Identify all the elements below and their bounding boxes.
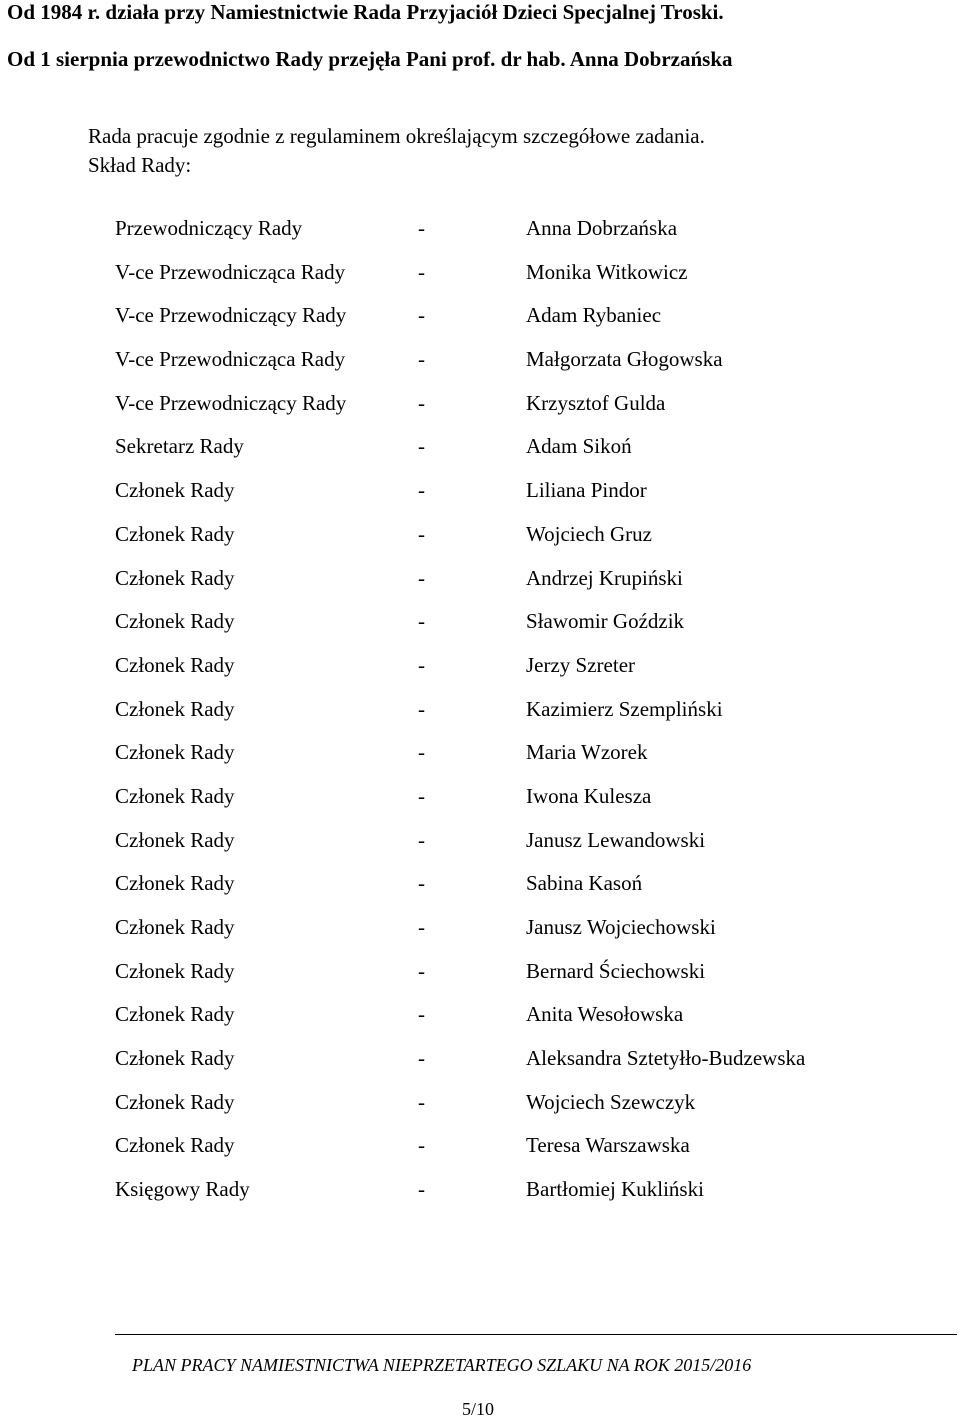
separator-dash: -: [418, 609, 425, 634]
roster-row: [115, 1090, 875, 1134]
roster-row: [115, 1133, 875, 1177]
member-name: Janusz Wojciechowski: [526, 915, 716, 939]
separator-dash: -: [418, 827, 425, 852]
roster-row: [115, 1177, 875, 1221]
member-name: Jerzy Szreter: [526, 652, 636, 677]
separator-dash: -: [418, 478, 425, 503]
header-line-1: Od 1984 r. działa przy Namiestnictwie Rada Przyjaciół Dzieci Specjalnej Troski.: [7, 0, 724, 24]
separator-dash: -: [418, 303, 425, 328]
separator-dash: -: [418, 259, 425, 284]
member-name: Małgorzata Głogowska: [526, 347, 723, 372]
member-role: Członek Rady: [115, 871, 235, 896]
member-role: Członek Rady: [115, 565, 235, 590]
member-name: Monika Witkowicz: [526, 259, 688, 284]
member-role: Członek Rady: [115, 827, 235, 852]
separator-dash: -: [418, 347, 425, 372]
roster-row: [115, 260, 875, 304]
member-name: Maria Wzorek: [526, 740, 648, 765]
member-role: V-ce Przewodnicząca Rady: [115, 347, 346, 372]
separator-dash: -: [418, 1089, 425, 1114]
member-name: Kazimierz Szempliński: [526, 696, 723, 721]
member-name: Wojciech Gruz: [526, 521, 652, 546]
member-role: Członek Rady: [115, 915, 235, 939]
member-role: V-ce Przewodnicząca Rady: [115, 259, 346, 284]
member-name: Bernard Ściechowski: [526, 958, 706, 983]
member-role: Członek Rady: [115, 740, 235, 765]
roster-row: [115, 871, 875, 915]
roster-row: [115, 784, 875, 828]
member-role: Członek Rady: [115, 478, 235, 503]
roster-row: [115, 347, 875, 391]
member-name: Anita Wesołowska: [526, 1002, 684, 1027]
separator-dash: -: [418, 521, 425, 546]
separator-dash: -: [418, 958, 425, 983]
separator-dash: -: [418, 783, 425, 808]
member-role: Członek Rady: [115, 696, 235, 721]
roster-row: [115, 434, 875, 478]
member-name: Janusz Lewandowski: [526, 827, 706, 852]
separator-dash: -: [418, 740, 425, 765]
member-role: Członek Rady: [115, 783, 235, 808]
member-role: Sekretarz Rady: [115, 434, 244, 459]
roster-row: [115, 391, 875, 435]
roster-row: [115, 828, 875, 872]
member-role: Członek Rady: [115, 1133, 235, 1158]
roster-row: [115, 609, 875, 653]
intro-text: Rada pracuje zgodnie z regulaminem określającym szczegółowe zadania.: [88, 124, 705, 148]
member-role: Członek Rady: [115, 1002, 235, 1027]
member-role: Przewodniczący Rady: [115, 216, 303, 240]
roster-row: [115, 653, 875, 697]
separator-dash: -: [418, 652, 425, 677]
member-role: Członek Rady: [115, 1089, 235, 1114]
member-name: Bartłomiej Kukliński: [526, 1177, 704, 1202]
separator-dash: -: [418, 565, 425, 590]
separator-dash: -: [418, 390, 425, 415]
roster-row: [115, 959, 875, 1003]
footer-title: PLAN PRACY NAMIESTNICTWA NIEPRZETARTEGO SZLAKU NA ROK 2015/2016: [132, 1355, 752, 1375]
separator-dash: -: [418, 1002, 425, 1027]
member-name: Adam Sikoń: [526, 434, 632, 459]
roster-row: [115, 216, 875, 260]
roster-row: [115, 1046, 875, 1090]
member-role: V-ce Przewodniczący Rady: [115, 303, 347, 328]
roster-row: [115, 566, 875, 610]
separator-dash: -: [418, 1046, 425, 1071]
council-roster: [115, 216, 875, 1221]
member-name: Sabina Kasoń: [526, 871, 643, 896]
member-name: Aleksandra Sztetyłło-Budzewska: [526, 1046, 806, 1071]
member-role: Członek Rady: [115, 652, 235, 677]
member-role: Członek Rady: [115, 521, 235, 546]
separator-dash: -: [418, 434, 425, 459]
member-name: Teresa Warszawska: [526, 1133, 690, 1158]
member-role: Członek Rady: [115, 958, 235, 983]
separator-dash: -: [418, 216, 425, 240]
member-role: V-ce Przewodniczący Rady: [115, 390, 347, 415]
member-role: Członek Rady: [115, 609, 235, 634]
footer-divider: [115, 1334, 957, 1335]
roster-row: [115, 697, 875, 741]
header-line-2: Od 1 sierpnia przewodnictwo Rady przejęła Pani prof. dr hab. Anna Dobrzańska: [7, 47, 733, 71]
member-name: Andrzej Krupiński: [526, 565, 683, 590]
roster-row: [115, 303, 875, 347]
roster-row: [115, 915, 875, 959]
roster-row: [115, 740, 875, 784]
separator-dash: -: [418, 915, 425, 939]
roster-row: [115, 522, 875, 566]
member-name: Krzysztof Gulda: [526, 390, 666, 415]
member-name: Iwona Kulesza: [526, 783, 652, 808]
roster-row: [115, 478, 875, 522]
composition-label: Skład Rady:: [88, 153, 192, 177]
roster-row: [115, 1002, 875, 1046]
member-role: Członek Rady: [115, 1046, 235, 1071]
separator-dash: -: [418, 1177, 425, 1202]
member-name: Wojciech Szewczyk: [526, 1089, 696, 1114]
member-role: Księgowy Rady: [115, 1177, 250, 1202]
member-name: Liliana Pindor: [526, 478, 647, 503]
separator-dash: -: [418, 696, 425, 721]
member-name: Sławomir Goździk: [526, 609, 685, 634]
member-name: Adam Rybaniec: [526, 303, 662, 328]
separator-dash: -: [418, 1133, 425, 1158]
separator-dash: -: [418, 871, 425, 896]
member-name: Anna Dobrzańska: [526, 216, 678, 240]
page-number: 5/10: [462, 1399, 495, 1419]
